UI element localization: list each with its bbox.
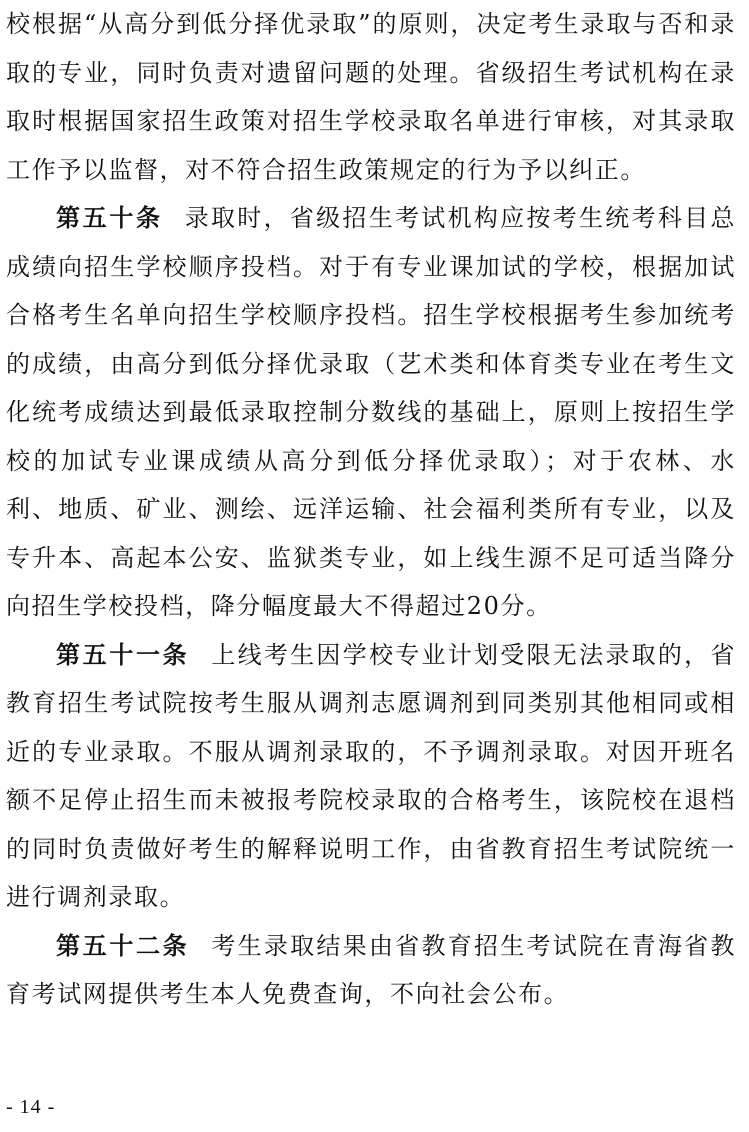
document-body xyxy=(6,0,736,1019)
page-number: - 14 - xyxy=(6,1096,56,1118)
paragraph-article-50 xyxy=(6,194,736,631)
paragraph-article-51 xyxy=(6,631,736,922)
paragraph-article-52 xyxy=(6,922,736,1019)
paragraph-text: 校根据“从高分到低分择优录取”的原则，决定考生录取与否和录取的专业，同时负责对遗留问题的处理。省级招生考试机构在录取时根据国家招生政策对招生学校录取名单进行审核，对其录取工作予以监督，对不符合招生政策规定的行为予以纠正。 xyxy=(6,10,736,184)
paragraph-continued xyxy=(6,0,736,194)
article-heading: 第五十二条 xyxy=(56,931,190,960)
article-heading: 第五十一条 xyxy=(56,640,190,669)
article-heading: 第五十条 xyxy=(56,204,163,232)
paragraph-text: 录取时，省级招生考试机构应按考生统考科目总成绩向招生学校顺序投档。对于有专业课加试的学校，根据加试合格考生名单向招生学校顺序投档。招生学校根据考生参加统考的成绩，由高分到低分择优录取（艺术类和体育类专业在考生文化统考成绩达到最低录取控制分数线的基础上，原则上按招生学校的加试专业课成绩从高分到低分择优录取）；对于农林、水利、地质、矿业、测绘、远洋运输、社会福利类所有专业，以及专升本、高起本公安、监狱类专业，如上线生源不足可适当降分向招生学校投档，降分幅度最大不得超过20分。 xyxy=(6,204,736,620)
paragraph-text: 上线考生因学校专业计划受限无法录取的，省教育招生考试院按考生服从调剂志愿调剂到同类别其他相同或相近的专业录取。不服从调剂录取的，不予调剂录取。对因开班名额不足停止招生而未被报考院校录取的合格考生，该院校在退档的同时负责做好考生的解释说明工作，由省教育招生考试院统一进行调剂录取。 xyxy=(6,640,737,911)
paragraph-text: 考生录取结果由省教育招生考试院在青海省教育考试网提供考生本人免费查询，不向社会公布。 xyxy=(6,931,737,1008)
